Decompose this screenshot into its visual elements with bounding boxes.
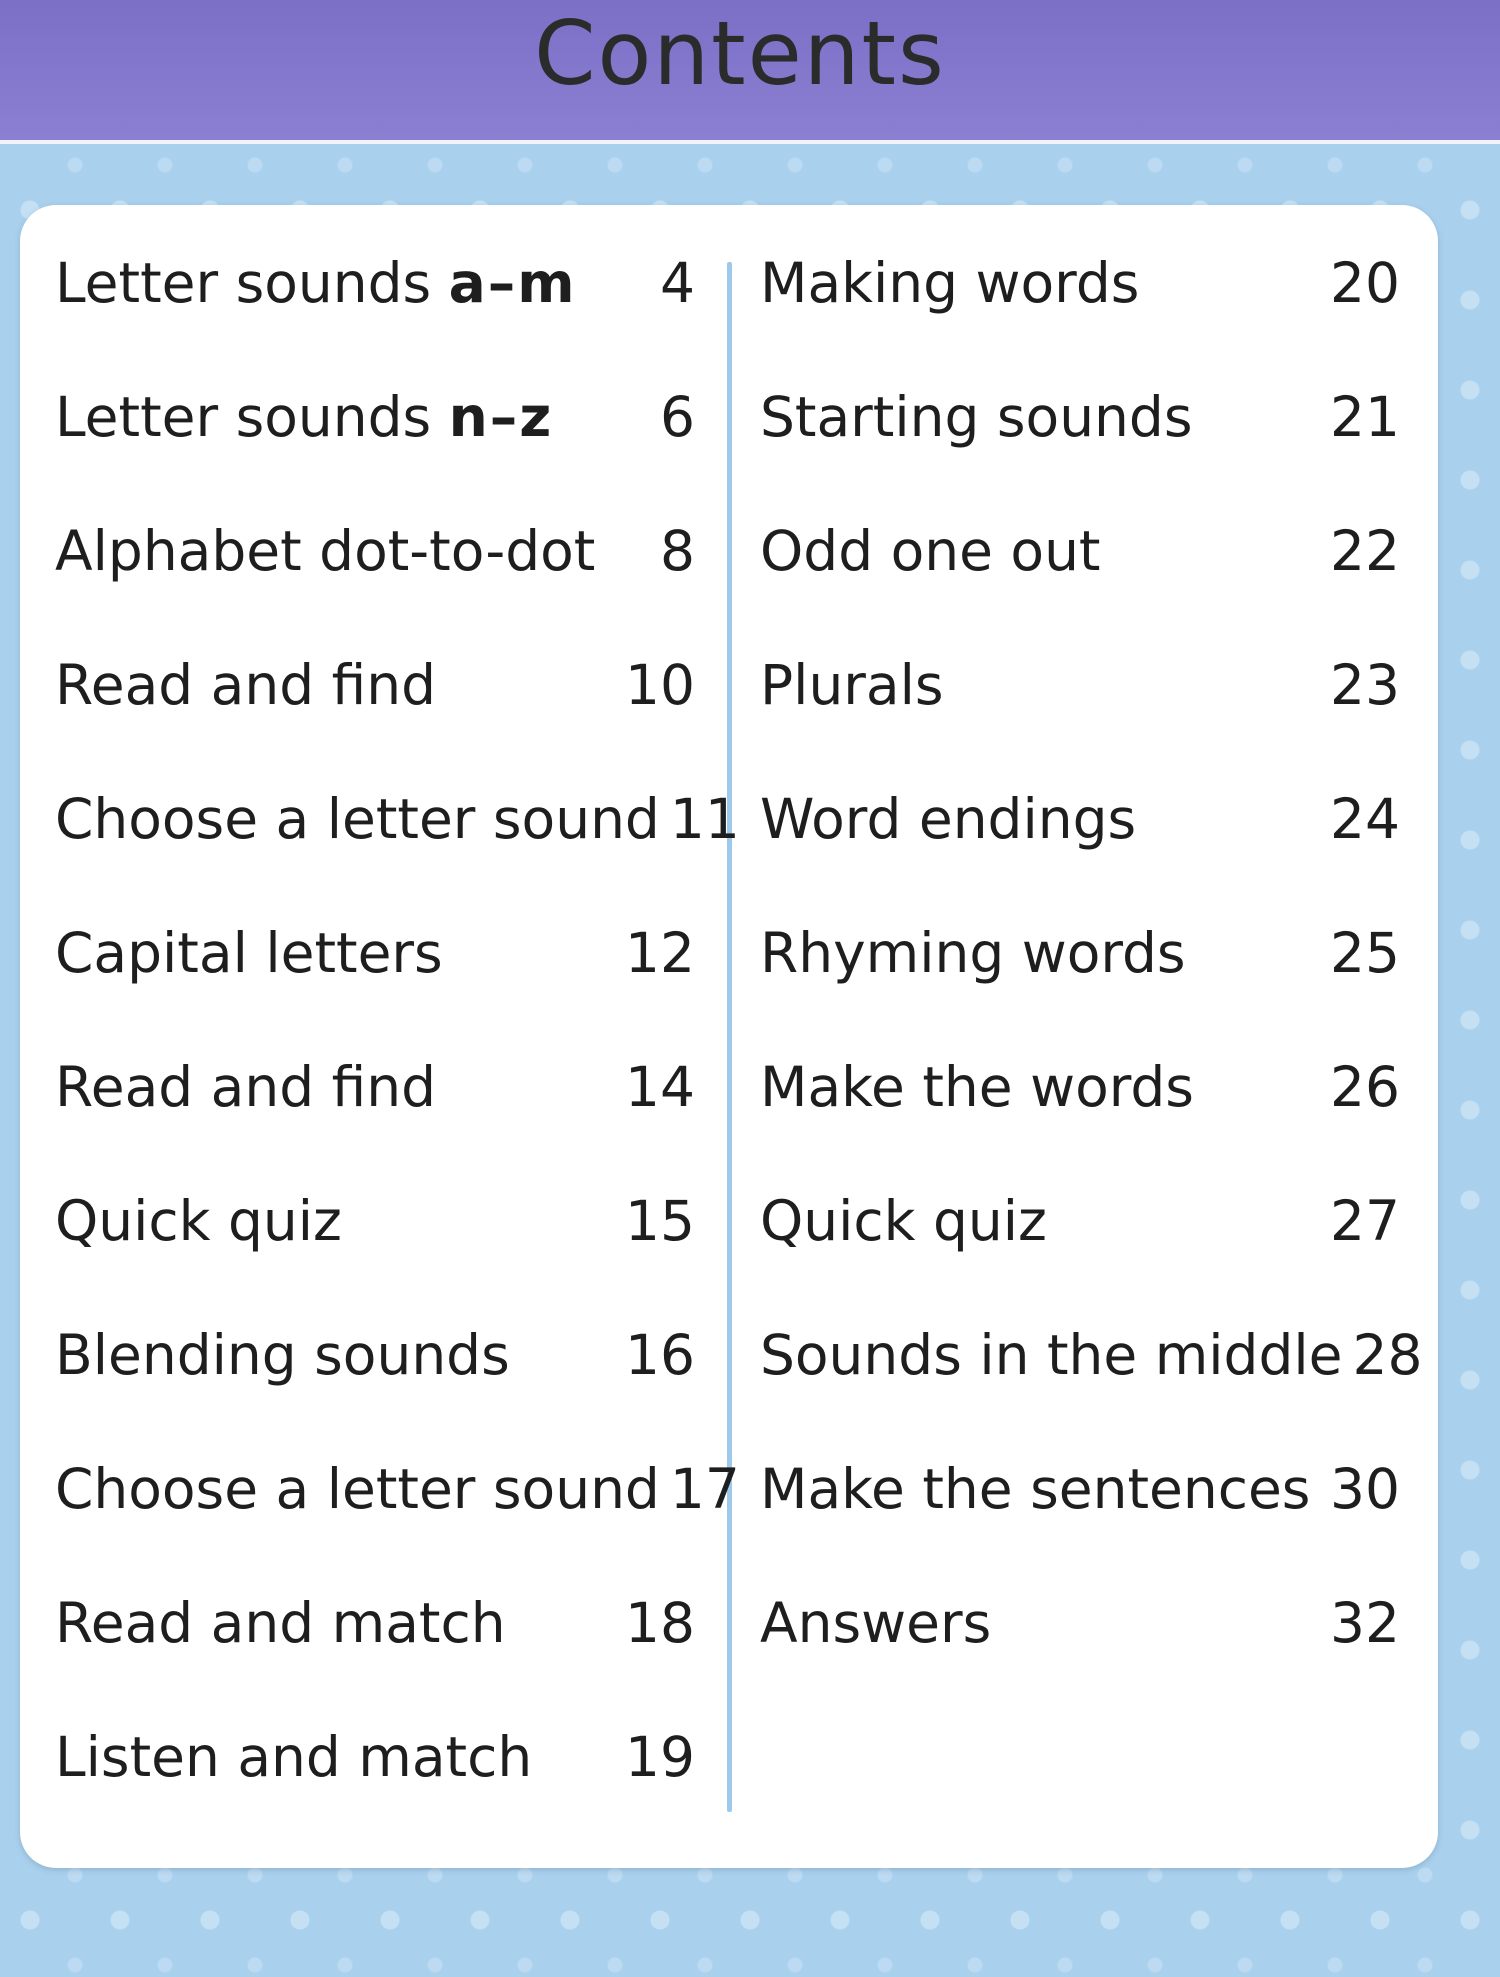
contents-entry[interactable] xyxy=(760,1020,1400,1154)
page-title: Contents xyxy=(534,2,946,105)
contents-entry[interactable] xyxy=(760,1556,1400,1690)
entry-page-number: 6 xyxy=(660,385,695,449)
entry-page-number: 26 xyxy=(1330,1055,1400,1119)
entry-page-number: 14 xyxy=(625,1055,695,1119)
entry-page-number: 20 xyxy=(1330,251,1400,315)
entry-title: Quick quiz xyxy=(760,1189,1047,1253)
entry-page-number: 21 xyxy=(1330,385,1400,449)
contents-entry[interactable] xyxy=(55,216,695,350)
entry-title: Quick quiz xyxy=(55,1189,342,1253)
header-banner xyxy=(0,0,1500,144)
contents-entry[interactable] xyxy=(760,1288,1423,1422)
contents-entry[interactable] xyxy=(760,484,1400,618)
entry-page-number: 8 xyxy=(660,519,695,583)
entry-title: Make the words xyxy=(760,1055,1194,1119)
contents-entry[interactable] xyxy=(55,1556,695,1690)
column-divider xyxy=(727,262,732,1812)
entry-page-number: 18 xyxy=(625,1591,695,1655)
contents-entry[interactable] xyxy=(55,1288,695,1422)
entry-title: Listen and match xyxy=(55,1725,533,1789)
entry-title: Odd one out xyxy=(760,519,1101,583)
entry-page-number: 22 xyxy=(1330,519,1400,583)
contents-entry[interactable] xyxy=(760,350,1400,484)
entry-title: Making words xyxy=(760,251,1140,315)
contents-entry[interactable] xyxy=(760,752,1400,886)
entry-title: Make the sentences xyxy=(760,1457,1311,1521)
entry-title: Sounds in the middle xyxy=(760,1323,1343,1387)
entry-page-number: 32 xyxy=(1330,1591,1400,1655)
entry-title: Starting sounds xyxy=(760,385,1193,449)
entry-page-number: 11 xyxy=(669,787,740,851)
entry-page-number: 24 xyxy=(1330,787,1400,851)
contents-entry[interactable] xyxy=(55,484,695,618)
contents-entry[interactable] xyxy=(55,1154,695,1288)
entry-page-number: 17 xyxy=(669,1457,740,1521)
entry-page-number: 19 xyxy=(625,1725,695,1789)
entry-page-number: 15 xyxy=(625,1189,695,1253)
entry-page-number: 25 xyxy=(1330,921,1400,985)
entry-title: Plurals xyxy=(760,653,944,717)
entry-title: Alphabet dot-to-dot xyxy=(55,519,596,583)
entry-title: Letter sounds n–z xyxy=(55,385,554,449)
contents-entry[interactable] xyxy=(760,216,1400,350)
contents-entry[interactable] xyxy=(760,618,1400,752)
contents-entry[interactable] xyxy=(760,886,1400,1020)
entry-page-number: 12 xyxy=(625,921,695,985)
contents-left-column xyxy=(55,216,740,1824)
entry-title: Read and match xyxy=(55,1591,506,1655)
contents-entry[interactable] xyxy=(55,1422,740,1556)
entry-title: Read and find xyxy=(55,1055,437,1119)
entry-title: Choose a letter sound xyxy=(55,1457,660,1521)
contents-entry[interactable] xyxy=(55,886,695,1020)
contents-entry[interactable] xyxy=(760,1154,1400,1288)
entry-title: Word endings xyxy=(760,787,1137,851)
entry-title: Letter sounds a–m xyxy=(55,251,577,315)
entry-page-number: 4 xyxy=(660,251,695,315)
contents-entry[interactable] xyxy=(55,618,695,752)
contents-entry[interactable] xyxy=(55,1020,695,1154)
contents-right-column xyxy=(760,216,1423,1690)
entry-title: Blending sounds xyxy=(55,1323,510,1387)
entry-title: Capital letters xyxy=(55,921,443,985)
entry-page-number: 23 xyxy=(1330,653,1400,717)
entry-title: Read and find xyxy=(55,653,437,717)
contents-entry[interactable] xyxy=(55,1690,695,1824)
entry-title: Rhyming words xyxy=(760,921,1186,985)
contents-entry[interactable] xyxy=(760,1422,1400,1556)
entry-page-number: 30 xyxy=(1330,1457,1400,1521)
contents-entry[interactable] xyxy=(55,350,695,484)
contents-entry[interactable] xyxy=(55,752,740,886)
entry-page-number: 10 xyxy=(625,653,695,717)
entry-page-number: 16 xyxy=(625,1323,695,1387)
entry-title: Choose a letter sound xyxy=(55,787,660,851)
entry-title: Answers xyxy=(760,1591,992,1655)
entry-page-number: 27 xyxy=(1330,1189,1400,1253)
entry-page-number: 28 xyxy=(1352,1323,1423,1387)
